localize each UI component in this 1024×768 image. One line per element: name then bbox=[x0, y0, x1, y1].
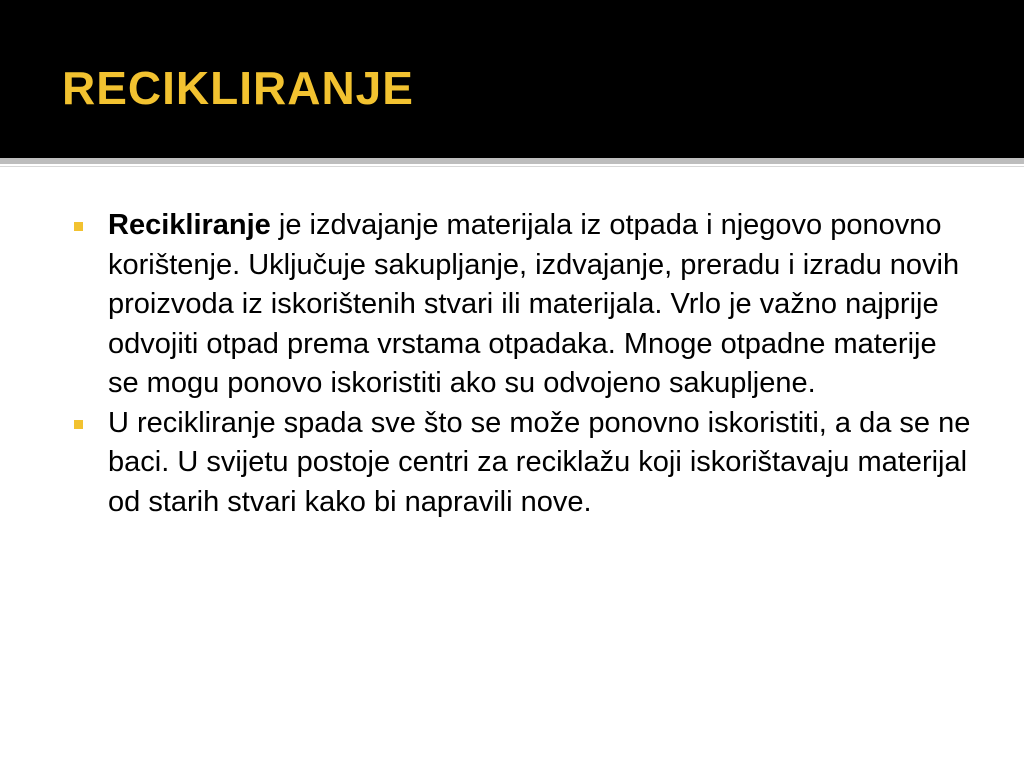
title-divider-line bbox=[0, 166, 1024, 167]
slide-title: RECIKLIRANJE bbox=[62, 62, 414, 114]
square-bullet-icon bbox=[74, 420, 83, 429]
square-bullet-icon bbox=[74, 222, 83, 231]
bullet-text: U recikliranje spada sve što se može ponovno iskoristiti, a da se ne baci. U svijetu postoje centri za reciklažu koji iskorištavaju materijal od starih stvari kako bi napravili nove. bbox=[108, 406, 971, 518]
title-divider bbox=[0, 158, 1024, 164]
bullet-text: je izdvajanje materijala iz otpada i njegovo ponovno korištenje. Uključuje sakupljanje, izdvajanje, preradu i izradu novih proizvoda iz iskorištenih stvari ili materijala. Vrlo je važno najprije odvojiti otpad prema vrstama otpadaka. Mnoge otpadne materije se mogu ponovo iskoristiti ako su odvojeno sakupljene. bbox=[108, 209, 960, 399]
bold-term: Recikliranje bbox=[108, 209, 271, 241]
bullet-item-recikliranje-scope bbox=[72, 404, 972, 523]
slide-content bbox=[72, 206, 972, 522]
bullet-item-recikliranje-definition bbox=[72, 206, 972, 404]
title-bar bbox=[0, 0, 1024, 158]
